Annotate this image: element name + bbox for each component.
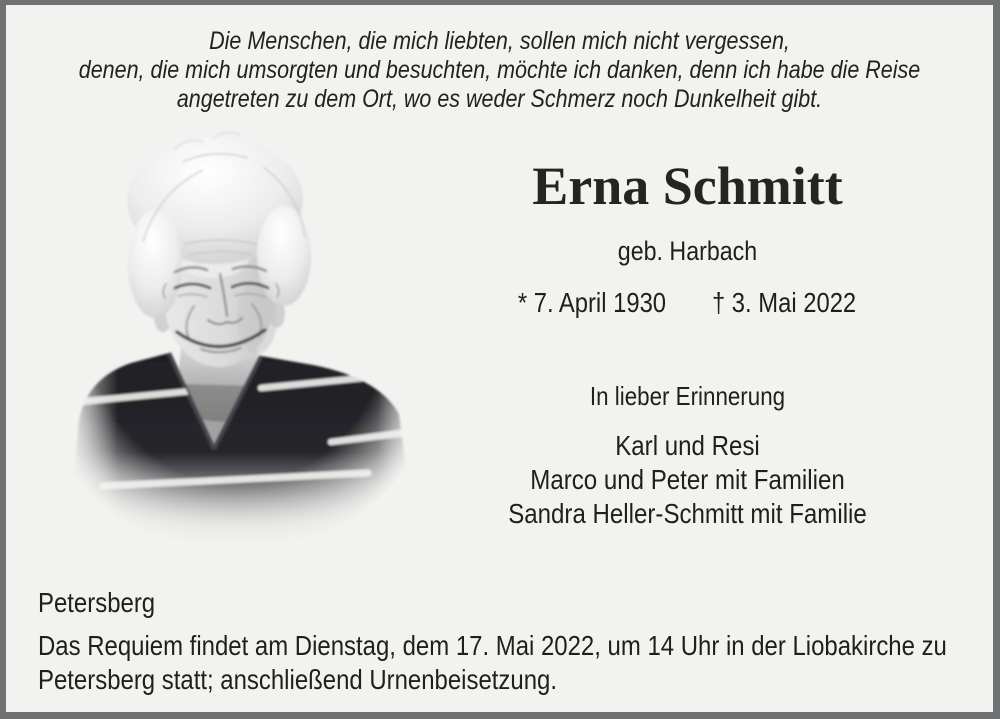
notice-line: Das Requiem findet am Dienstag, dem 17. Mai 2022, um 14 Uhr in der Liobakirche zu — [38, 630, 947, 661]
epigraph-line: denen, die mich umsorgten und besuchten, möchte ich danken, denn ich habe die Reise — [78, 56, 921, 84]
birth-date: * 7. April 1930 — [518, 287, 667, 318]
mourner-line — [435, 497, 940, 531]
mourner-text: Karl und Resi — [615, 430, 760, 461]
life-dates — [435, 287, 940, 319]
notice-line: Petersberg statt; anschließend Urnenbeisetzung. — [38, 664, 558, 695]
remembrance-text: In lieber Erinnerung — [589, 381, 786, 411]
maiden-name — [435, 236, 940, 266]
mourner-line — [435, 463, 940, 497]
footer — [38, 587, 175, 619]
paper — [6, 5, 993, 712]
remembrance-line — [435, 381, 940, 411]
mourner-text: Marco und Peter mit Familien — [530, 464, 845, 495]
maiden-name-text: geb. Harbach — [617, 236, 758, 266]
announcement-column — [435, 5, 940, 565]
portrait-photo-svg — [63, 122, 433, 547]
footer-place — [38, 587, 175, 619]
life-dates-row — [518, 287, 856, 319]
deceased-name: Erna Schmitt — [532, 156, 843, 216]
epigraph-line: Die Menschen, die mich liebten, sollen mich nicht vergessen, — [209, 27, 790, 55]
death-date: † 3. Mai 2022 — [712, 287, 857, 318]
mourner-line — [435, 429, 940, 463]
funeral-notice — [38, 629, 1000, 697]
mourner-text: Sandra Heller-Schmitt mit Familie — [508, 498, 867, 529]
footer-place-text: Petersberg — [38, 587, 156, 618]
portrait-photo — [63, 122, 433, 547]
mourners-list — [435, 429, 940, 531]
epigraph-line: angetreten zu dem Ort, wo es weder Schmerz noch Dunkelheit gibt. — [176, 85, 823, 113]
